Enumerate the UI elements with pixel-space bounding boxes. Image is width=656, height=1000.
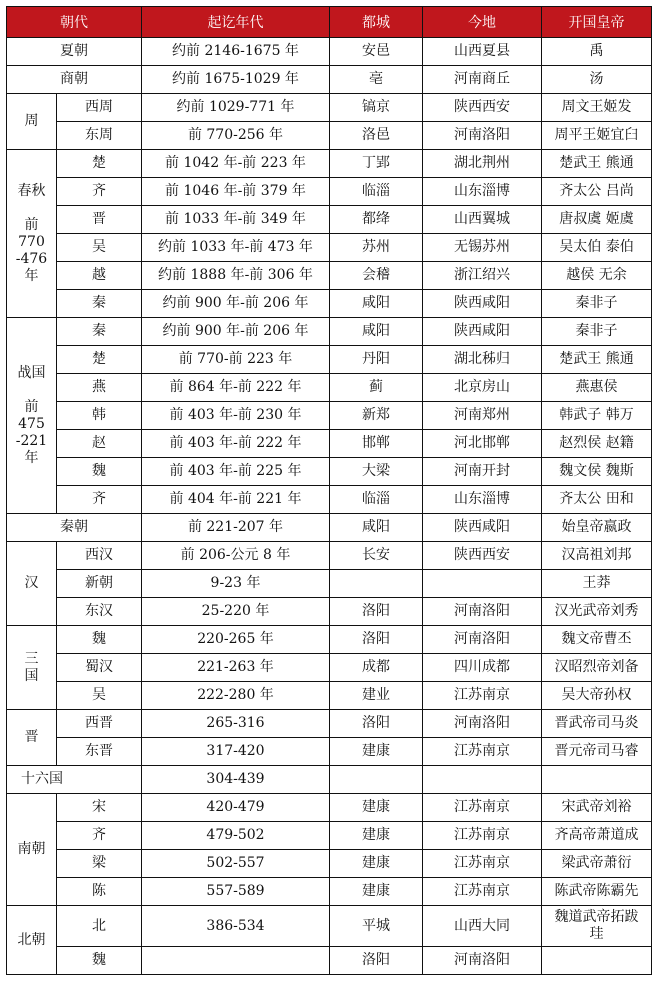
dynasty-capital: 丁郢 — [330, 150, 423, 178]
dynasty-years: 前 403 年-前 230 年 — [142, 402, 330, 430]
dynasty-years: 265-316 — [142, 710, 330, 738]
dynasty-location: 江苏南京 — [423, 850, 542, 878]
dynasty-location: 北京房山 — [423, 374, 542, 402]
dynasty-capital: 镐京 — [330, 94, 423, 122]
dynasty-name: 吴 — [57, 234, 142, 262]
dynasty-name: 楚 — [57, 150, 142, 178]
dynasty-capital: 咸阳 — [330, 514, 423, 542]
table-row — [7, 486, 652, 514]
dynasty-location: 江苏南京 — [423, 738, 542, 766]
dynasty-location: 无锡苏州 — [423, 234, 542, 262]
dynasty-name: 陈 — [57, 878, 142, 906]
dynasty-founder: 吴太伯 泰伯 — [542, 234, 652, 262]
dynasty-capital: 建康 — [330, 822, 423, 850]
dynasty-name: 楚 — [57, 346, 142, 374]
dynasty-group-beichao: 北朝 — [7, 906, 57, 975]
dynasty-years: 221-263 年 — [142, 654, 330, 682]
dynasty-location: 江苏南京 — [423, 822, 542, 850]
dynasty-location: 江苏南京 — [423, 794, 542, 822]
dynasty-founder: 陈武帝陈霸先 — [542, 878, 652, 906]
dynasty-founder: 齐高帝萧道成 — [542, 822, 652, 850]
dynasty-location: 山西夏县 — [423, 38, 542, 66]
dynasty-capital: 建康 — [330, 738, 423, 766]
dynasty-years: 317-420 — [142, 738, 330, 766]
dynasty-name: 魏 — [57, 626, 142, 654]
table-row — [7, 947, 652, 975]
dynasty-location: 陕西咸阳 — [423, 318, 542, 346]
dynasty-location: 山东淄博 — [423, 486, 542, 514]
dynasty-name: 新朝 — [57, 570, 142, 598]
dynasty-location — [423, 766, 542, 794]
dynasty-name: 东汉 — [57, 598, 142, 626]
table-row — [7, 290, 652, 318]
dynasty-name: 西晋 — [57, 710, 142, 738]
dynasty-name: 十六国 — [7, 766, 142, 794]
dynasty-years: 222-280 年 — [142, 682, 330, 710]
dynasty-capital: 丹阳 — [330, 346, 423, 374]
dynasty-group-han: 汉 — [7, 542, 57, 626]
dynasty-group-sanguo: 三 国 — [7, 626, 57, 710]
dynasty-location: 湖北荆州 — [423, 150, 542, 178]
dynasty-years: 前 1046 年-前 379 年 — [142, 178, 330, 206]
dynasty-founder: 周平王姬宜臼 — [542, 122, 652, 150]
dynasty-capital: 都绛 — [330, 206, 423, 234]
dynasty-founder: 周文王姬发 — [542, 94, 652, 122]
dynasty-group-nanchao: 南朝 — [7, 794, 57, 906]
dynasty-name: 秦 — [57, 318, 142, 346]
dynasty-founder: 唐叔虞 姬虞 — [542, 206, 652, 234]
header-row — [7, 7, 652, 38]
dynasty-group-chunqiu — [7, 150, 57, 318]
dynasty-years: 约前 1888 年-前 306 年 — [142, 262, 330, 290]
dynasty-name: 西周 — [57, 94, 142, 122]
dynasty-years: 约前 1029-771 年 — [142, 94, 330, 122]
dynasty-location: 陕西咸阳 — [423, 514, 542, 542]
header-capital: 都城 — [330, 7, 423, 38]
dynasty-founder: 汤 — [542, 66, 652, 94]
dynasty-years: 约前 1033 年-前 473 年 — [142, 234, 330, 262]
dynasty-capital: 建康 — [330, 878, 423, 906]
dynasty-founder: 燕惠侯 — [542, 374, 652, 402]
dynasty-name: 晋 — [57, 206, 142, 234]
table-row — [7, 766, 652, 794]
dynasty-location: 河南郑州 — [423, 402, 542, 430]
dynasty-founder: 魏文帝曹丕 — [542, 626, 652, 654]
dynasty-years: 前 403 年-前 225 年 — [142, 458, 330, 486]
table-row — [7, 570, 652, 598]
dynasty-capital: 洛邑 — [330, 122, 423, 150]
dynasty-name: 齐 — [57, 178, 142, 206]
dynasty-years: 前 770-256 年 — [142, 122, 330, 150]
dynasty-founder: 宋武帝刘裕 — [542, 794, 652, 822]
dynasty-location: 河南商丘 — [423, 66, 542, 94]
dynasty-location: 江苏南京 — [423, 878, 542, 906]
dynasty-years: 前 221-207 年 — [142, 514, 330, 542]
dynasty-years — [142, 947, 330, 975]
dynasty-capital: 长安 — [330, 542, 423, 570]
dynasty-years: 前 864 年-前 222 年 — [142, 374, 330, 402]
dynasty-capital: 咸阳 — [330, 290, 423, 318]
group-name: 战国 — [17, 364, 46, 381]
dynasty-years: 前 770-前 223 年 — [142, 346, 330, 374]
dynasty-capital: 洛阳 — [330, 947, 423, 975]
dynasty-years: 420-479 — [142, 794, 330, 822]
dynasty-capital: 亳 — [330, 66, 423, 94]
dynasty-founder: 齐太公 吕尚 — [542, 178, 652, 206]
table-row — [7, 318, 652, 346]
dynasty-years: 557-589 — [142, 878, 330, 906]
dynasty-capital: 新郑 — [330, 402, 423, 430]
dynasty-years: 约前 2146-1675 年 — [142, 38, 330, 66]
dynasty-group-jin: 晋 — [7, 710, 57, 766]
header-dynasty: 朝代 — [7, 7, 142, 38]
dynasty-location: 湖北秭归 — [423, 346, 542, 374]
dynasty-capital: 咸阳 — [330, 318, 423, 346]
dynasty-founder: 吴大帝孙权 — [542, 682, 652, 710]
dynasty-capital: 大梁 — [330, 458, 423, 486]
dynasty-years: 502-557 — [142, 850, 330, 878]
table-row — [7, 150, 652, 178]
table-row — [7, 738, 652, 766]
dynasty-capital: 洛阳 — [330, 598, 423, 626]
table-row — [7, 682, 652, 710]
dynasty-founder: 韩武子 韩万 — [542, 402, 652, 430]
dynasty-capital: 临淄 — [330, 178, 423, 206]
table-row — [7, 402, 652, 430]
dynasty-capital: 洛阳 — [330, 710, 423, 738]
header-years: 起讫年代 — [142, 7, 330, 38]
dynasty-name: 商朝 — [7, 66, 142, 94]
dynasty-location: 河南洛阳 — [423, 122, 542, 150]
dynasty-capital: 临淄 — [330, 486, 423, 514]
dynasty-founder: 越侯 无余 — [542, 262, 652, 290]
table-row — [7, 654, 652, 682]
dynasty-location: 河南洛阳 — [423, 710, 542, 738]
dynasty-location: 陕西西安 — [423, 94, 542, 122]
dynasty-name: 燕 — [57, 374, 142, 402]
dynasty-years: 386-534 — [142, 906, 330, 947]
group-name: 春秋 — [17, 182, 46, 199]
dynasty-name: 蜀汉 — [57, 654, 142, 682]
dynasty-founder: 汉高祖刘邦 — [542, 542, 652, 570]
dynasty-name: 齐 — [57, 486, 142, 514]
table-row — [7, 38, 652, 66]
dynasty-name: 魏 — [57, 947, 142, 975]
dynasty-years: 前 206-公元 8 年 — [142, 542, 330, 570]
table-row — [7, 626, 652, 654]
dynasty-years: 479-502 — [142, 822, 330, 850]
dynasty-location — [423, 570, 542, 598]
dynasty-table — [6, 6, 652, 975]
dynasty-name: 赵 — [57, 430, 142, 458]
dynasty-location: 河南洛阳 — [423, 626, 542, 654]
dynasty-years: 前 1042 年-前 223 年 — [142, 150, 330, 178]
dynasty-years: 9-23 年 — [142, 570, 330, 598]
dynasty-location: 河南洛阳 — [423, 598, 542, 626]
dynasty-years: 25-220 年 — [142, 598, 330, 626]
dynasty-years: 约前 900 年-前 206 年 — [142, 290, 330, 318]
group-range: 前 770 -476 年 — [15, 216, 48, 284]
dynasty-years: 前 1033 年-前 349 年 — [142, 206, 330, 234]
dynasty-founder: 赵烈侯 赵籍 — [542, 430, 652, 458]
dynasty-founder: 汉光武帝刘秀 — [542, 598, 652, 626]
dynasty-years: 前 403 年-前 222 年 — [142, 430, 330, 458]
dynasty-location: 陕西西安 — [423, 542, 542, 570]
dynasty-founder: 晋元帝司马睿 — [542, 738, 652, 766]
dynasty-name: 吴 — [57, 682, 142, 710]
dynasty-founder: 禹 — [542, 38, 652, 66]
dynasty-location: 四川成都 — [423, 654, 542, 682]
dynasty-name: 越 — [57, 262, 142, 290]
dynasty-founder: 秦非子 — [542, 318, 652, 346]
dynasty-name: 宋 — [57, 794, 142, 822]
dynasty-name: 秦 — [57, 290, 142, 318]
dynasty-location: 江苏南京 — [423, 682, 542, 710]
dynasty-capital: 邯郸 — [330, 430, 423, 458]
dynasty-capital: 成都 — [330, 654, 423, 682]
table-row — [7, 878, 652, 906]
table-row — [7, 178, 652, 206]
dynasty-name: 东晋 — [57, 738, 142, 766]
dynasty-name: 齐 — [57, 822, 142, 850]
table-row — [7, 710, 652, 738]
dynasty-founder: 汉昭烈帝刘备 — [542, 654, 652, 682]
dynasty-founder: 梁武帝萧衍 — [542, 850, 652, 878]
dynasty-capital — [330, 570, 423, 598]
dynasty-location: 河北邯郸 — [423, 430, 542, 458]
table-row — [7, 794, 652, 822]
table-row — [7, 514, 652, 542]
table-row — [7, 346, 652, 374]
dynasty-name: 北 — [57, 906, 142, 947]
dynasty-years: 约前 900 年-前 206 年 — [142, 318, 330, 346]
dynasty-location: 山西翼城 — [423, 206, 542, 234]
dynasty-location: 浙江绍兴 — [423, 262, 542, 290]
table-row — [7, 850, 652, 878]
dynasty-founder: 齐太公 田和 — [542, 486, 652, 514]
dynasty-group-zhanguo — [7, 318, 57, 514]
dynasty-location: 河南洛阳 — [423, 947, 542, 975]
dynasty-name: 夏朝 — [7, 38, 142, 66]
dynasty-capital: 建业 — [330, 682, 423, 710]
dynasty-capital: 建康 — [330, 850, 423, 878]
dynasty-years: 约前 1675-1029 年 — [142, 66, 330, 94]
dynasty-founder: 始皇帝嬴政 — [542, 514, 652, 542]
table-row — [7, 542, 652, 570]
dynasty-name: 梁 — [57, 850, 142, 878]
dynasty-founder: 楚武王 熊通 — [542, 150, 652, 178]
table-row — [7, 94, 652, 122]
dynasty-capital: 建康 — [330, 794, 423, 822]
dynasty-location: 山西大同 — [423, 906, 542, 947]
dynasty-name: 东周 — [57, 122, 142, 150]
dynasty-years: 前 404 年-前 221 年 — [142, 486, 330, 514]
dynasty-years: 220-265 年 — [142, 626, 330, 654]
table-row — [7, 374, 652, 402]
dynasty-founder: 魏道武帝拓跋 珪 — [542, 906, 652, 947]
dynasty-name: 魏 — [57, 458, 142, 486]
group-range: 前 475 -221 年 — [15, 398, 48, 466]
dynasty-capital — [330, 766, 423, 794]
dynasty-group-zhou: 周 — [7, 94, 57, 150]
dynasty-years: 304-439 — [142, 766, 330, 794]
dynasty-location: 山东淄博 — [423, 178, 542, 206]
dynasty-name: 秦朝 — [7, 514, 142, 542]
table-row — [7, 206, 652, 234]
dynasty-location: 河南开封 — [423, 458, 542, 486]
dynasty-founder: 魏文侯 魏斯 — [542, 458, 652, 486]
table-row — [7, 430, 652, 458]
header-location: 今地 — [423, 7, 542, 38]
dynasty-founder: 秦非子 — [542, 290, 652, 318]
dynasty-founder: 楚武王 熊通 — [542, 346, 652, 374]
dynasty-location: 陕西咸阳 — [423, 290, 542, 318]
dynasty-capital: 蓟 — [330, 374, 423, 402]
dynasty-capital: 安邑 — [330, 38, 423, 66]
table-row — [7, 234, 652, 262]
table-row — [7, 598, 652, 626]
dynasty-capital: 会稽 — [330, 262, 423, 290]
dynasty-name: 西汉 — [57, 542, 142, 570]
dynasty-founder — [542, 766, 652, 794]
dynasty-capital: 洛阳 — [330, 626, 423, 654]
dynasty-capital: 平城 — [330, 906, 423, 947]
header-founder: 开国皇帝 — [542, 7, 652, 38]
table-row — [7, 458, 652, 486]
table-row — [7, 122, 652, 150]
table-row — [7, 66, 652, 94]
table-row — [7, 822, 652, 850]
dynasty-founder: 晋武帝司马炎 — [542, 710, 652, 738]
dynasty-founder: 王莽 — [542, 570, 652, 598]
dynasty-capital: 苏州 — [330, 234, 423, 262]
dynasty-founder — [542, 947, 652, 975]
table-row — [7, 262, 652, 290]
table-row — [7, 906, 652, 947]
dynasty-name: 韩 — [57, 402, 142, 430]
